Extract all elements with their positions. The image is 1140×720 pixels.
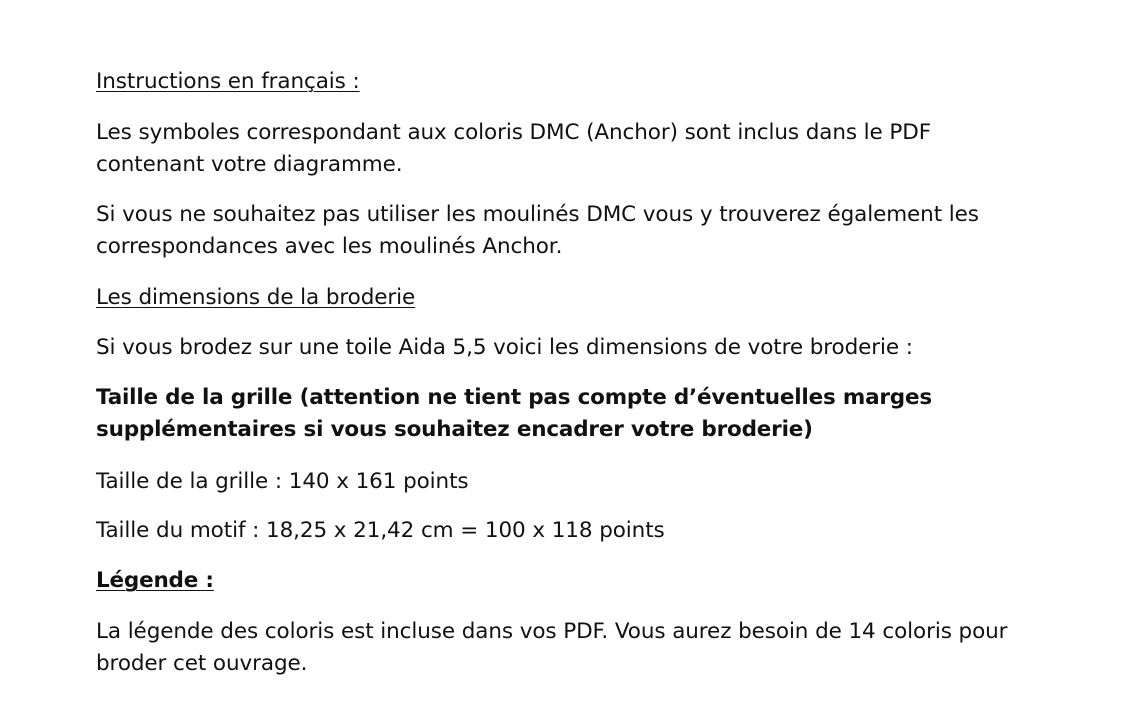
dimensions-heading: Les dimensions de la broderie <box>96 285 416 310</box>
grid-size-text: Taille de la grille : 140 x 161 points <box>96 469 469 494</box>
aida-paragraph: Si vous brodez sur une toile Aida 5,5 voici les dimensions de votre broderie : <box>96 335 913 360</box>
anchor-paragraph <box>96 199 979 263</box>
symbols-line-2: contenant votre diagramme. <box>96 152 403 177</box>
grid-note-paragraph <box>96 382 932 446</box>
grid-note-line-1: Taille de la grille (attention ne tient pas compte d’éventuelles marges <box>96 385 932 410</box>
legend-line-2: broder cet ouvrage. <box>96 651 308 676</box>
anchor-line-1: Si vous ne souhaitez pas utiliser les moulinés DMC vous y trouverez également les <box>96 202 979 227</box>
instructions-heading: Instructions en français : <box>96 69 360 94</box>
symbols-line-1: Les symboles correspondant aux coloris DMC (Anchor) sont inclus dans le PDF <box>96 120 932 145</box>
legend-line-1: La légende des coloris est incluse dans vos PDF. Vous aurez besoin de 14 coloris pour <box>96 619 1008 644</box>
legend-heading: Légende : <box>96 568 214 593</box>
symbols-paragraph <box>96 117 931 181</box>
legend-paragraph <box>96 616 1007 680</box>
motif-size-text: Taille du motif : 18,25 x 21,42 cm = 100 x 118 points <box>96 518 665 543</box>
anchor-line-2: correspondances avec les moulinés Anchor. <box>96 234 563 259</box>
grid-note-line-2: supplémentaires si vous souhaitez encadrer votre broderie) <box>96 417 813 442</box>
